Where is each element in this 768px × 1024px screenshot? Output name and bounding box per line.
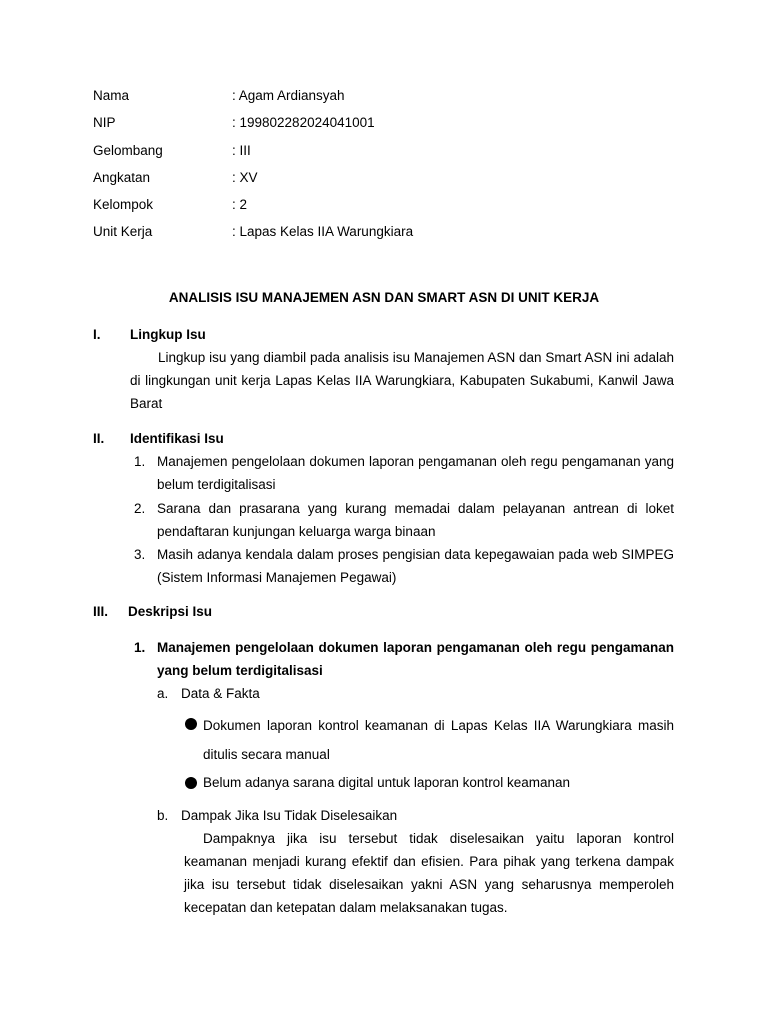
identity-label-nama: Nama [93,88,130,103]
identity-value-kelompok: : 2 [232,197,248,212]
subsection-a-label: a. [157,686,169,701]
issue-list-item-2: Sarana dan prasarana yang kurang memadai dalam pelayanan antrean di loket pendaftaran kunjungan keluarga warga binaan [157,501,674,539]
subsection-b-body: Dampaknya jika isu tersebut tidak diselesaikan yaitu laporan kontrol keamanan menjadi kurang efektif dan efisien. Para pihak yang terkena dampak jika isu tersebut tidak diselesaikan yakni ASN yang seharusnya memperoleh kecepatan dan ketepatan dalam melaksanakan tugas. [184,831,674,915]
section-2-title: Identifikasi Isu [130,431,224,446]
issue-1-number: 1. [134,640,146,655]
identity-value-angkatan: : XV [232,170,258,185]
identity-value-unit-kerja: : Lapas Kelas IIA Warungkiara [232,224,414,239]
section-3-number: III. [93,604,109,619]
section-1-body: Lingkup isu yang diambil pada analisis isu Manajemen ASN dan Smart ASN ini adalah di lingkungan unit kerja Lapas Kelas IIA Warungkiara, Kabupaten Sukabumi, Kanwil Jawa Barat [130,350,674,411]
identity-label-angkatan: Angkatan [93,170,151,185]
issue-list-number-3: 3. [134,547,146,562]
issue-list-number-1: 1. [134,454,146,469]
bullet-item-2: Belum adanya sarana digital untuk laporan kontrol keamanan [203,775,570,790]
identity-value-nama: : Agam Ardiansyah [232,88,345,103]
issue-1-title: Manajemen pengelolaan dokumen laporan pengamanan oleh regu pengamanan yang belum terdigitalisasi [157,640,674,678]
bullet-dot-icon [185,777,197,789]
identity-label-gelombang: Gelombang [93,143,163,158]
identity-label-kelompok: Kelompok [93,197,154,212]
identity-value-nip: : 199802282024041001 [232,115,375,130]
identity-value-gelombang: : III [232,143,251,158]
issue-list-item-1: Manajemen pengelolaan dokumen laporan pengamanan oleh regu pengamanan yang belum terdigitalisasi [157,454,674,492]
section-2-number: II. [93,431,105,446]
bullet-item-1: Dokumen laporan kontrol keamanan di Lapas Kelas IIA Warungkiara masih ditulis secara manual [203,718,674,762]
section-1-number: I. [93,327,101,342]
section-1-title: Lingkup Isu [130,327,206,342]
identity-label-unit-kerja: Unit Kerja [93,224,153,239]
subsection-b-title: Dampak Jika Isu Tidak Diselesaikan [181,808,398,823]
identity-label-nip: NIP [93,115,116,130]
subsection-a-title: Data & Fakta [181,686,260,701]
section-3-title: Deskripsi Isu [128,604,213,619]
issue-list-item-3: Masih adanya kendala dalam proses pengisian data kepegawaian pada web SIMPEG (Sistem Informasi Manajemen Pegawai) [157,547,674,585]
issue-list-number-2: 2. [134,501,146,516]
document-title: ANALISIS ISU MANAJEMEN ASN DAN SMART ASN DI UNIT KERJA [168,290,600,305]
bullet-dot-icon [185,718,197,730]
subsection-b-label: b. [157,808,169,823]
